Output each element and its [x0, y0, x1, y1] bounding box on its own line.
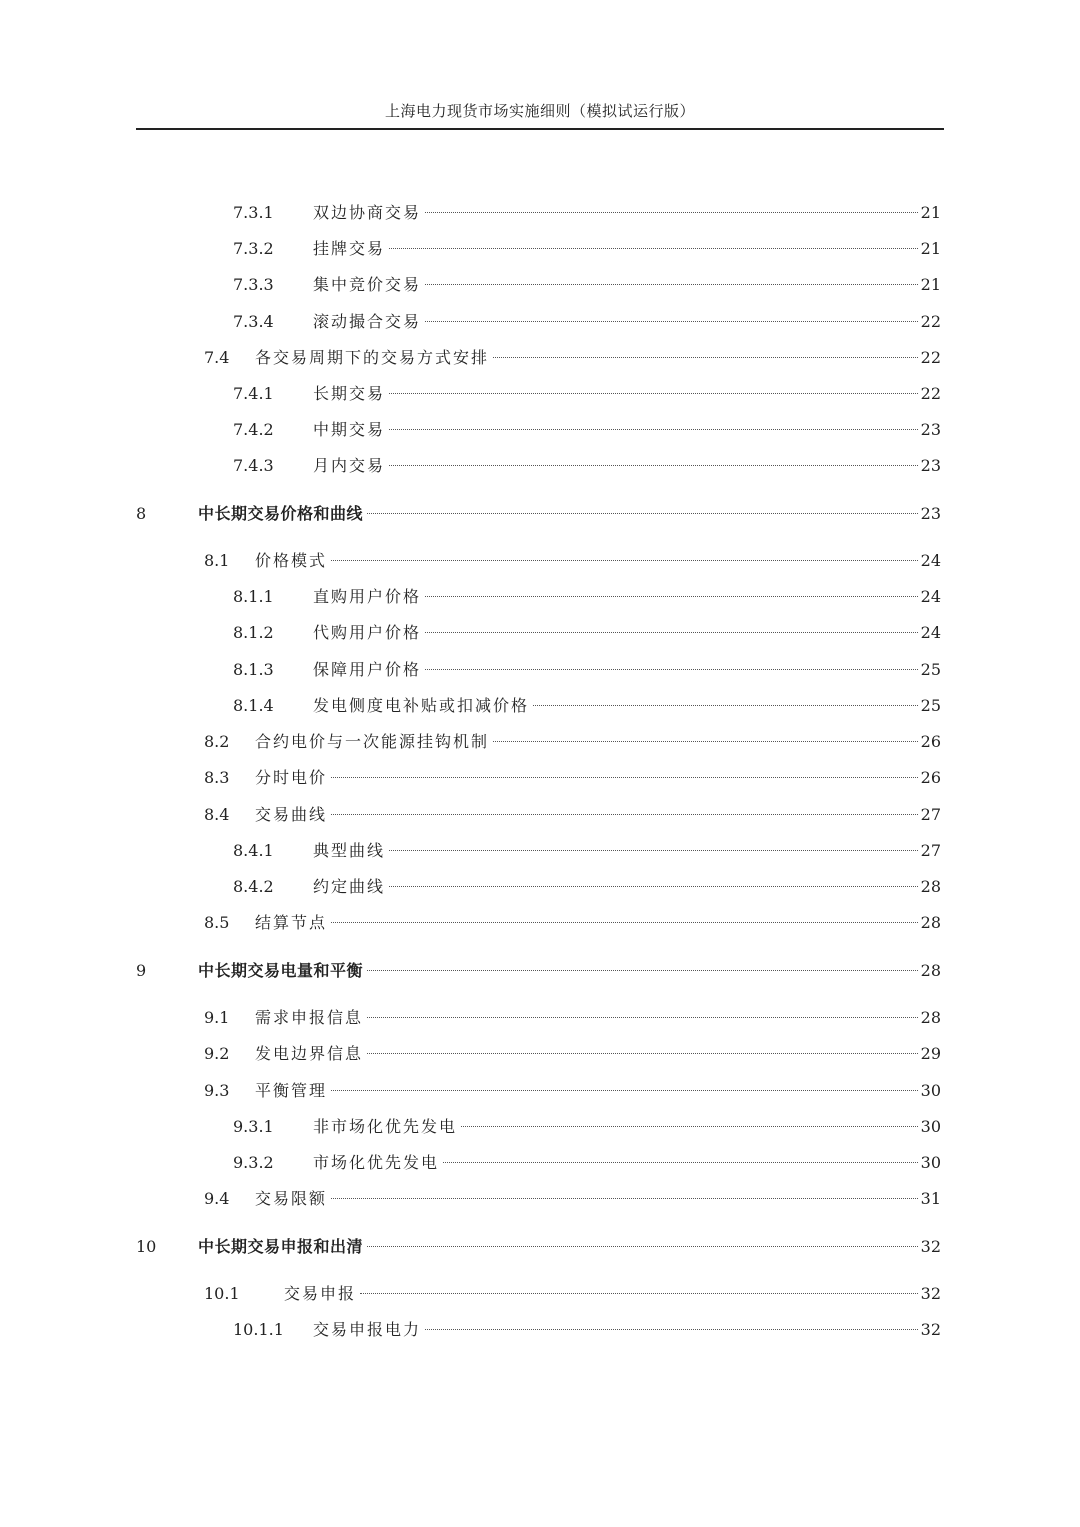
toc-entry-page: 24 — [920, 623, 941, 642]
toc-entry-title: 交易限额 — [255, 1189, 328, 1208]
toc-entry-page: 32 — [920, 1237, 941, 1256]
toc-dot-leader — [425, 284, 918, 285]
toc-entry-number: 8.4.2 — [233, 877, 274, 896]
toc-entry[interactable] — [0, 502, 1080, 526]
toc-entry-title: 直购用户价格 — [313, 587, 422, 606]
toc-entry[interactable] — [0, 201, 1080, 225]
toc-entry-page: 22 — [920, 348, 941, 367]
toc-dot-leader — [331, 560, 918, 561]
toc-entry-number: 10.1 — [204, 1284, 240, 1303]
toc-entry-title: 典型曲线 — [313, 841, 386, 860]
toc-dot-leader — [367, 1246, 918, 1247]
toc-entry-title: 月内交易 — [313, 456, 386, 475]
toc-entry-number: 8.1.2 — [233, 623, 274, 642]
toc-entry-page: 22 — [920, 384, 941, 403]
toc-dot-leader — [493, 741, 918, 742]
toc-entry-page: 28 — [920, 961, 941, 980]
toc-entry[interactable] — [0, 839, 1080, 863]
toc-entry[interactable] — [0, 382, 1080, 406]
toc-entry-page: 23 — [920, 420, 941, 439]
toc-entry-title: 挂牌交易 — [313, 239, 386, 258]
toc-entry-page: 30 — [920, 1081, 941, 1100]
toc-entry-page: 23 — [920, 504, 941, 523]
toc-dot-leader — [331, 814, 918, 815]
toc-entry-title: 合约电价与一次能源挂钩机制 — [255, 732, 490, 751]
toc-entry-page: 28 — [920, 877, 941, 896]
toc-entry-title: 集中竞价交易 — [313, 275, 422, 294]
toc-entry[interactable] — [0, 1235, 1080, 1259]
toc-entry[interactable] — [0, 730, 1080, 754]
toc-dot-leader — [425, 669, 918, 670]
toc-entry-page: 28 — [920, 1008, 941, 1027]
toc-dot-leader — [331, 1198, 918, 1199]
toc-entry-number: 7.3.2 — [233, 239, 274, 258]
toc-entry-number: 8 — [136, 504, 147, 523]
toc-entry-title: 中长期交易申报和出清 — [198, 1237, 364, 1256]
toc-dot-leader — [443, 1162, 918, 1163]
toc-entry-title: 中长期交易电量和平衡 — [198, 961, 364, 980]
toc-entry-page: 25 — [920, 696, 941, 715]
toc-entry[interactable] — [0, 911, 1080, 935]
toc-entry-number: 9.3.1 — [233, 1117, 274, 1136]
toc-entry-page: 24 — [920, 587, 941, 606]
toc-dot-leader — [331, 922, 918, 923]
toc-dot-leader — [389, 465, 918, 466]
toc-entry[interactable] — [0, 273, 1080, 297]
toc-entry-number: 7.3.3 — [233, 275, 274, 294]
toc-entry-page: 32 — [920, 1284, 941, 1303]
toc-entry-number: 9.2 — [204, 1044, 230, 1063]
toc-dot-leader — [425, 212, 918, 213]
toc-entry[interactable] — [0, 346, 1080, 370]
toc-entry-number: 8.1 — [204, 551, 230, 570]
toc-entry-title: 中期交易 — [313, 420, 386, 439]
toc-entry-title: 需求申报信息 — [255, 1008, 364, 1027]
toc-dot-leader — [389, 850, 918, 851]
toc-entry-page: 23 — [920, 456, 941, 475]
toc-entry[interactable] — [0, 959, 1080, 983]
toc-entry-title: 非市场化优先发电 — [313, 1117, 458, 1136]
toc-entry-number: 10 — [136, 1237, 157, 1256]
toc-entry-number: 9.3 — [204, 1081, 230, 1100]
toc-dot-leader — [389, 886, 918, 887]
toc-entry-number: 7.4.1 — [233, 384, 274, 403]
toc-entry-title: 市场化优先发电 — [313, 1153, 440, 1172]
toc-entry-title: 分时电价 — [255, 768, 328, 787]
toc-entry-page: 27 — [920, 841, 941, 860]
toc-entry-number: 8.3 — [204, 768, 230, 787]
toc-dot-leader — [331, 777, 918, 778]
toc-dot-leader — [425, 632, 918, 633]
toc-entry-number: 7.3.1 — [233, 203, 274, 222]
toc-entry-number: 8.5 — [204, 913, 230, 932]
toc-entry-number: 8.1.1 — [233, 587, 274, 606]
toc-entry-title: 长期交易 — [313, 384, 386, 403]
toc-entry-number: 8.2 — [204, 732, 230, 751]
toc-entry-number: 7.3.4 — [233, 312, 274, 331]
toc-entry-title: 代购用户价格 — [313, 623, 422, 642]
toc-entry-number: 9.1 — [204, 1008, 230, 1027]
toc-entry-number: 9 — [136, 961, 147, 980]
toc-entry[interactable] — [0, 418, 1080, 442]
toc-entry-title: 各交易周期下的交易方式安排 — [255, 348, 490, 367]
toc-entry-number: 8.1.3 — [233, 660, 274, 679]
toc-entry-title: 发电边界信息 — [255, 1044, 364, 1063]
toc-entry[interactable] — [0, 237, 1080, 261]
toc-entry-number: 7.4 — [204, 348, 230, 367]
toc-entry-page: 28 — [920, 913, 941, 932]
toc-entry[interactable] — [0, 1282, 1080, 1306]
toc-entry[interactable] — [0, 1187, 1080, 1211]
toc-entry-page: 29 — [920, 1044, 941, 1063]
toc-entry-page: 22 — [920, 312, 941, 331]
toc-entry-title: 双边协商交易 — [313, 203, 422, 222]
toc-entry-title: 平衡管理 — [255, 1081, 328, 1100]
toc-entry-number: 9.4 — [204, 1189, 230, 1208]
toc-entry-title: 交易曲线 — [255, 805, 328, 824]
toc-entry-title: 中长期交易价格和曲线 — [198, 504, 364, 523]
toc-entry[interactable] — [0, 310, 1080, 334]
toc-entry[interactable] — [0, 585, 1080, 609]
toc-entry[interactable] — [0, 1115, 1080, 1139]
toc-entry-title: 约定曲线 — [313, 877, 386, 896]
toc-dot-leader — [533, 705, 918, 706]
toc-dot-leader — [389, 248, 918, 249]
toc-entry-title: 发电侧度电补贴或扣减价格 — [313, 696, 530, 715]
toc-dot-leader — [389, 393, 918, 394]
toc-entry-number: 9.3.2 — [233, 1153, 274, 1172]
toc-dot-leader — [367, 513, 918, 514]
toc-entry[interactable] — [0, 875, 1080, 899]
toc-entry-title: 交易申报 — [284, 1284, 357, 1303]
toc-entry[interactable] — [0, 621, 1080, 645]
toc-entry-page: 25 — [920, 660, 941, 679]
toc-entry-page: 32 — [920, 1320, 941, 1339]
toc-entry-title: 结算节点 — [255, 913, 328, 932]
toc-entry[interactable] — [0, 803, 1080, 827]
toc-entry-title: 滚动撮合交易 — [313, 312, 422, 331]
toc-dot-leader — [425, 321, 918, 322]
toc-entry[interactable] — [0, 766, 1080, 790]
toc-dot-leader — [425, 1329, 918, 1330]
toc-dot-leader — [367, 1053, 918, 1054]
toc-entry[interactable] — [0, 1318, 1080, 1342]
toc-entry-page: 24 — [920, 551, 941, 570]
toc-entry[interactable] — [0, 1042, 1080, 1066]
toc-entry-page: 21 — [920, 239, 941, 258]
toc-entry-page: 30 — [920, 1117, 941, 1136]
toc-entry-number: 8.4 — [204, 805, 230, 824]
toc-entry[interactable] — [0, 694, 1080, 718]
toc-entry-title: 交易申报电力 — [313, 1320, 422, 1339]
toc-entry-page: 31 — [920, 1189, 941, 1208]
toc-entry[interactable] — [0, 658, 1080, 682]
toc-dot-leader — [425, 596, 918, 597]
toc-entry-page: 26 — [920, 732, 941, 751]
toc-entry-page: 30 — [920, 1153, 941, 1172]
toc-entry-number: 8.1.4 — [233, 696, 274, 715]
toc-dot-leader — [367, 1017, 918, 1018]
toc-entry-number: 8.4.1 — [233, 841, 274, 860]
toc-entry-title: 保障用户价格 — [313, 660, 422, 679]
page-header: 上海电力现货市场实施细则（模拟试运行版） — [384, 102, 695, 120]
toc-dot-leader — [331, 1090, 918, 1091]
toc-entry[interactable] — [0, 1079, 1080, 1103]
toc-entry[interactable] — [0, 549, 1080, 573]
toc-entry-number: 10.1.1 — [233, 1320, 284, 1339]
toc-dot-leader — [367, 970, 918, 971]
toc-entry-number: 7.4.3 — [233, 456, 274, 475]
toc-entry-page: 21 — [920, 275, 941, 294]
toc-dot-leader — [461, 1126, 918, 1127]
toc-dot-leader — [493, 357, 918, 358]
toc-entry[interactable] — [0, 1151, 1080, 1175]
toc-entry[interactable] — [0, 454, 1080, 478]
toc-dot-leader — [360, 1293, 918, 1294]
toc-entry-page: 21 — [920, 203, 941, 222]
toc-dot-leader — [389, 429, 918, 430]
toc-entry[interactable] — [0, 1006, 1080, 1030]
toc-entry-page: 26 — [920, 768, 941, 787]
toc-entry-page: 27 — [920, 805, 941, 824]
toc-entry-title: 价格模式 — [255, 551, 328, 570]
toc-entry-number: 7.4.2 — [233, 420, 274, 439]
